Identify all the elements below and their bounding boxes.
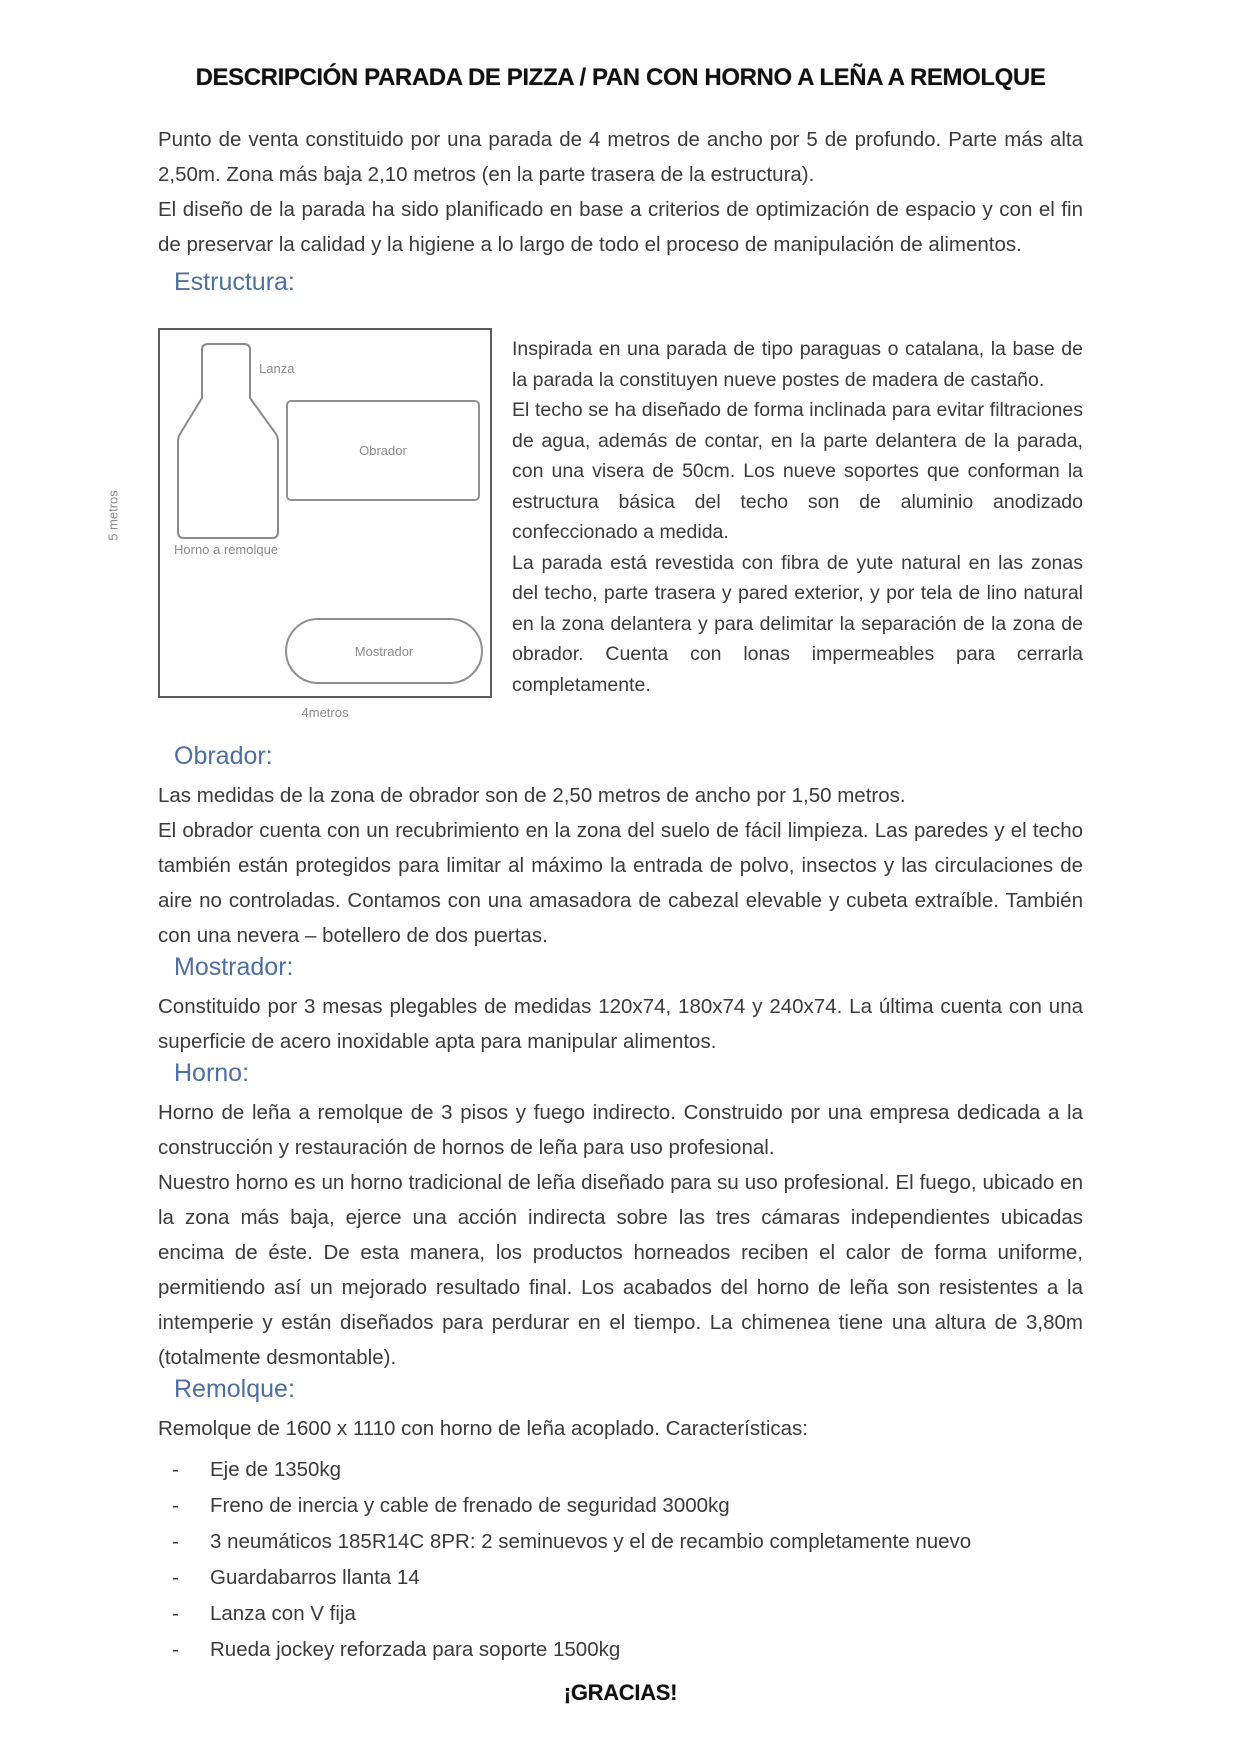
list-item [172, 1560, 1083, 1596]
estructura-section [105, 328, 1083, 728]
section-heading-obrador: Obrador: [174, 742, 273, 770]
list-item-text: 3 neumáticos 185R14C 8PR: 2 seminuevos y el de recambio completamente nuevo [210, 1530, 972, 1553]
list-item [172, 1524, 1083, 1560]
document-content [105, 64, 1083, 1706]
section-heading-remolque: Remolque: [174, 1375, 295, 1403]
obrador-box [286, 400, 480, 501]
list-item [172, 1632, 1083, 1668]
horno-paragraph-1: Horno de leña a remolque de 3 pisos y fuego indirecto. Construido por una empresa dedicada a la construcción y restauración de hornos de leña para uso profesional. [158, 1101, 1083, 1159]
document-title: DESCRIPCIÓN PARADA DE PIZZA / PAN CON HORNO A LEÑA A REMOLQUE [195, 64, 1046, 91]
floor-plan-figure [105, 328, 493, 720]
mostrador-box-label: Mostrador [354, 643, 414, 659]
estructura-paragraph-1: Inspirada en una parada de tipo paraguas o catalana, la base de la parada la constituyen nueve postes de madera de castaño. [512, 338, 1083, 391]
bullet-dash: - [172, 1638, 179, 1661]
section-heading-horno: Horno: [174, 1059, 250, 1087]
estructura-paragraph-2: El techo se ha diseñado de forma inclinada para evitar filtraciones de agua, además de contar, en la parte delantera de la parada, con una visera de 50cm. Los nueve soportes que conforman la estructura básica del techo son de aluminio anodizado confeccionado a medida. [512, 399, 1083, 543]
list-item-text: Eje de 1350kg [210, 1458, 342, 1481]
list-item-text: Rueda jockey reforzada para soporte 1500kg [210, 1638, 621, 1661]
obrador-paragraph-1: Las medidas de la zona de obrador son de 2,50 metros de ancho por 1,50 metros. [158, 784, 906, 807]
diagram-depth-label: 5 metros [105, 490, 121, 541]
remolque-feature-list [158, 1452, 1083, 1668]
obrador-paragraph-2: El obrador cuenta con un recubrimiento en la zona del suelo de fácil limpieza. Las paredes y el techo también están protegidos para limitar al máximo la entrada de polvo, insectos y las circulaciones de aire no controladas. Contamos con una amasadora de cabezal elevable y cubeta extraíble. También con una nevera – botellero de dos puertas. [158, 819, 1083, 947]
bullet-dash: - [172, 1566, 179, 1589]
remolque-intro: Remolque de 1600 x 1110 con horno de leña acoplado. Características: [158, 1417, 808, 1440]
lanza-label: Lanza [259, 361, 295, 376]
list-item [172, 1596, 1083, 1632]
list-item-text: Lanza con V fija [210, 1602, 356, 1625]
bullet-dash: - [172, 1494, 179, 1517]
list-item [172, 1488, 1083, 1524]
list-item-text: Freno de inercia y cable de frenado de seguridad 3000kg [210, 1494, 730, 1517]
mostrador-paragraph-1: Constituido por 3 mesas plegables de medidas 120x74, 180x74 y 240x74. La última cuenta con una superficie de acero inoxidable apta para manipular alimentos. [158, 995, 1083, 1053]
floor-plan-outline [158, 328, 492, 698]
estructura-paragraph-3: La parada está revestida con fibra de yute natural en las zonas del techo, parte trasera y pared exterior, y por tela de lino natural en la zona delantera y para delimitar la separación de la zona de obrador. Cuenta con lonas impermeables para cerrarla completamente. [512, 551, 1083, 696]
mostrador-box [285, 618, 483, 684]
horno-remolque-label: Horno a remolque [174, 542, 279, 557]
thanks-text: ¡GRACIAS! [563, 1680, 678, 1705]
section-heading-mostrador: Mostrador: [174, 953, 294, 981]
obrador-box-label: Obrador [359, 443, 407, 458]
list-item [172, 1452, 1083, 1488]
section-heading-estructura: Estructura: [174, 268, 295, 296]
bullet-dash: - [172, 1458, 179, 1481]
intro-paragraph-1: Punto de venta constituido por una parada de 4 metros de ancho por 5 de profundo. Parte más alta 2,50m. Zona más baja 2,10 metros (en la parte trasera de la estructura). [158, 128, 1083, 186]
diagram-width-label: 4metros [301, 705, 349, 720]
horno-paragraph-2: Nuestro horno es un horno tradicional de leña diseñado para su uso profesional. El fuego, ubicado en la zona más baja, ejerce una acción indirecta sobre las tres cámaras independientes ubicadas encima de éste. De esta manera, los productos horneados reciben el calor de forma uniforme, permitiendo así un mejorado resultado final. Los acabados del horno de leña son resistentes a la intemperie y están diseñados para perdurar en el tiempo. La chimenea tiene una altura de 3,80m (totalmente desmontable). [158, 1171, 1083, 1369]
intro-paragraph-2: El diseño de la parada ha sido planificado en base a criterios de optimización de espacio y con el fin de preservar la calidad y la higiene a lo largo de todo el proceso de manipulación de alimentos. [158, 198, 1083, 256]
bullet-dash: - [172, 1602, 179, 1625]
estructura-text-column [512, 328, 1083, 700]
list-item-text: Guardabarros llanta 14 [210, 1566, 420, 1589]
bullet-dash: - [172, 1530, 179, 1553]
